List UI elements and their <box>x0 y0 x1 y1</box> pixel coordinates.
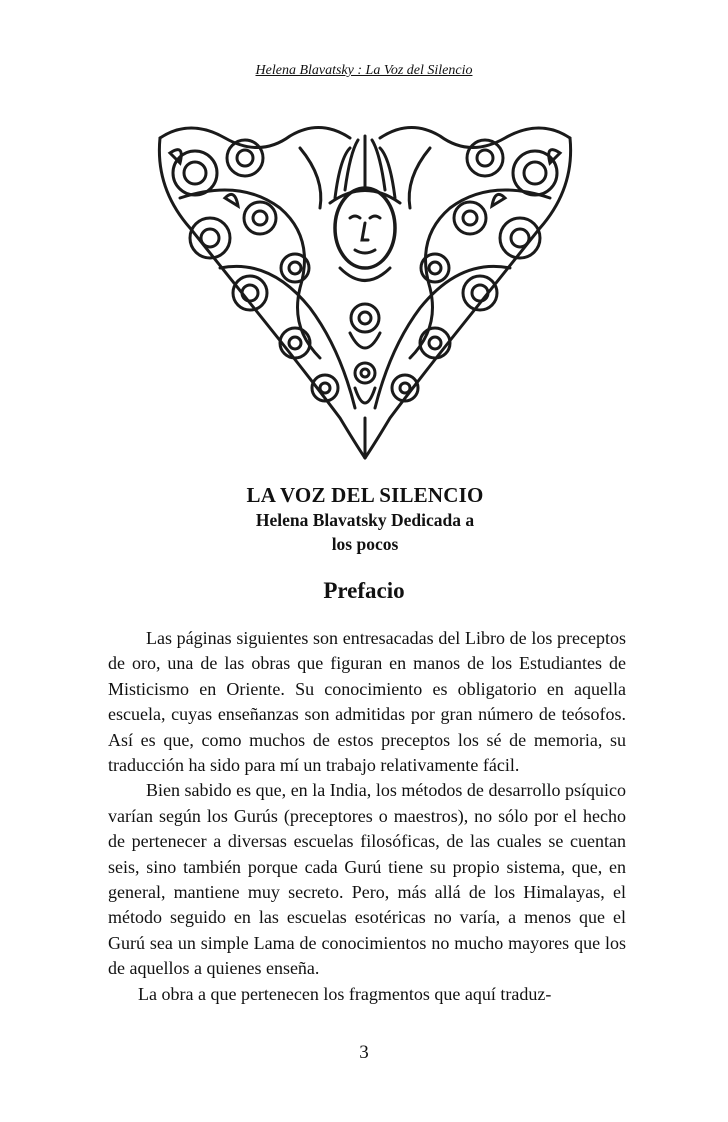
running-head <box>0 63 728 79</box>
page-number: 3 <box>359 1042 369 1063</box>
dedication-line-1: Helena Blavatsky Dedicada a <box>255 510 475 530</box>
title-block <box>234 482 496 556</box>
running-head-text: Helena Blavatsky : La Voz del Silencio <box>255 63 473 78</box>
baroque-ornament-with-face-icon <box>150 118 580 463</box>
section-heading: Prefacio <box>323 578 405 603</box>
paragraph: Las páginas siguientes son entresacadas del Libro de los preceptos de oro, una de las obras que figuran en manos de los Estudiantes de Misticismo en Oriente. Su conocimiento es obligatorio en aquella escuela, cuyas enseñanzas son admitidas por gran número de teósofos. Así es que, como muchos de estos preceptos los sé de memoria, su traducción ha sido para mí un trabajo relativamente fácil. <box>108 628 626 776</box>
dedication-line-2: los pocos <box>331 534 399 554</box>
paragraph: La obra a que pertenecen los fragmentos que aquí traduz- <box>138 983 552 1004</box>
paragraph: Bien sabido es que, en la India, los métodos de desarrollo psíquico varían según los Gurús (preceptores o maestros), no sólo por el hecho de pertenecer a diversas escuelas filosóficas, de las cuales se cuentan seis, sino también porque cada Gurú tiene su propio sistema, que, en general, mantiene muy secreto. Pero, más allá de los Himalayas, el método seguido en las escuelas esotéricas no varía, a menos que el Gurú sea un simple Lama de conocimientos no mucho mayores que los de aquellos a quienes enseña. <box>108 780 626 979</box>
body-text <box>108 626 626 1007</box>
book-title: LA VOZ DEL SILENCIO <box>246 483 484 507</box>
